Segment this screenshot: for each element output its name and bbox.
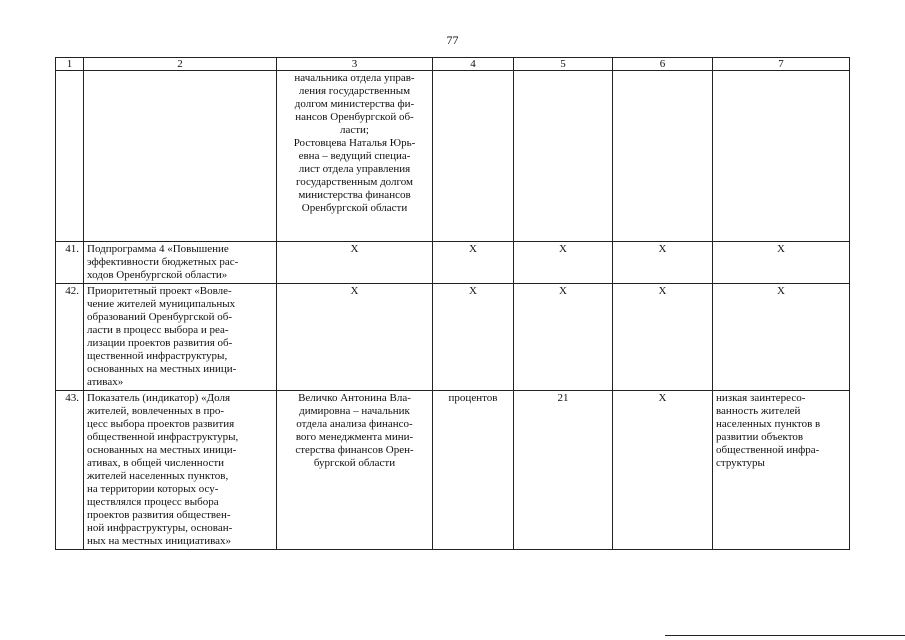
- row-name: Приоритетный проект «Вовле- чение жителей муниципальных образований Оренбургской об- ласти в процесс выбора и реа- лизации проектов развития об- щественной инфраструктуры, основанных на местных иници- ативах»: [84, 284, 277, 391]
- row-col7: [713, 71, 850, 242]
- row-col7: X: [713, 284, 850, 391]
- row-col6: X: [613, 391, 713, 550]
- row-responsible: X: [277, 242, 433, 284]
- header-cell: 6: [613, 58, 713, 71]
- header-cell: 3: [277, 58, 433, 71]
- row-value: [514, 71, 613, 242]
- row-unit: X: [433, 284, 514, 391]
- row-responsible: X: [277, 284, 433, 391]
- row-unit: X: [433, 242, 514, 284]
- row-col6: X: [613, 242, 713, 284]
- header-cell: 5: [514, 58, 613, 71]
- row-responsible: Величко Антонина Вла- димировна – начальник отдела анализа финансо- вого менеджмента мини- стерства финансов Орен- бургской области: [277, 391, 433, 550]
- table-header-row: [56, 58, 850, 71]
- indicator-table: [55, 57, 850, 550]
- row-col6: X: [613, 284, 713, 391]
- header-cell: 1: [56, 58, 84, 71]
- row-col7: низкая заинтересо- ванность жителей населенных пунктов в развитии объектов общественной инфра- структуры: [713, 391, 850, 550]
- header-cell: 2: [84, 58, 277, 71]
- row-number: [56, 71, 84, 242]
- footer-rule: [665, 635, 905, 636]
- row-number: 43.: [56, 391, 84, 550]
- row-unit: [433, 71, 514, 242]
- row-col6: [613, 71, 713, 242]
- row-responsible: начальника отдела управ- ления государственным долгом министерства фи- нансов Оренбургской об- ласти; Ростовцева Наталья Юрь- евна – ведущий специа- лист отдела управления государственным долгом министерства финансов Оренбургской области: [277, 71, 433, 242]
- row-name: [84, 71, 277, 242]
- header-cell: 4: [433, 58, 514, 71]
- table-row: [56, 242, 850, 284]
- row-col7: X: [713, 242, 850, 284]
- row-value: X: [514, 284, 613, 391]
- row-number: 42.: [56, 284, 84, 391]
- row-name: Показатель (индикатор) «Доля жителей, вовлеченных в про- цесс выбора проектов развития общественной инфраструктуры, основанных на местных иници- ативах, в общей численности жителей населенных пунктов, на территории которых осу- ществлялся процесс выбора проектов развития обществен- ной инфраструктуры, основан- ных на местных инициативах»: [84, 391, 277, 550]
- table-row: [56, 71, 850, 242]
- header-cell: 7: [713, 58, 850, 71]
- row-value: X: [514, 242, 613, 284]
- page-number: 77: [446, 33, 459, 47]
- table-row: [56, 391, 850, 550]
- row-name: Подпрограмма 4 «Повышение эффективности бюджетных рас- ходов Оренбургской области»: [84, 242, 277, 284]
- row-unit: процентов: [433, 391, 514, 550]
- row-number: 41.: [56, 242, 84, 284]
- row-value: 21: [514, 391, 613, 550]
- table-row: [56, 284, 850, 391]
